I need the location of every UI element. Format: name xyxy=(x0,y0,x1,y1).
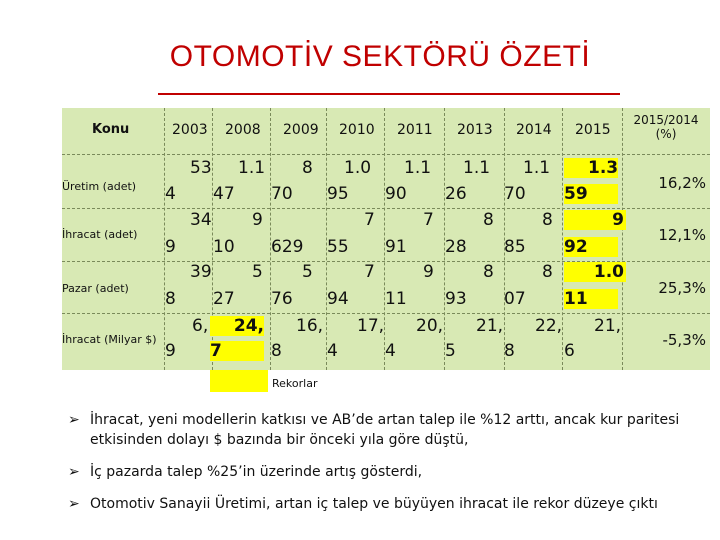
cell-value: 20, xyxy=(416,316,444,336)
bullet-item xyxy=(68,410,708,450)
table-divider xyxy=(62,313,710,314)
cell-value: 1.0 xyxy=(344,158,372,178)
cell-value: 34 xyxy=(190,210,212,230)
cell-value: 22, xyxy=(535,316,563,336)
year-header: 2014 xyxy=(516,122,552,138)
cell-value: 8 xyxy=(271,341,282,361)
cell-value: 1.1 xyxy=(463,158,491,178)
record-cell: 92 xyxy=(564,237,618,257)
ratio-header xyxy=(626,113,706,141)
change-percent: 25,3% xyxy=(658,279,706,297)
cell-value: 55 xyxy=(327,237,349,257)
year-header: 2015 xyxy=(575,122,611,138)
table-divider xyxy=(622,108,623,370)
cell-value: 39 xyxy=(190,262,212,282)
cell-value: 4 xyxy=(165,184,176,204)
cell-value: 76 xyxy=(271,289,293,309)
cell-value: 95 xyxy=(327,184,349,204)
cell-value: 70 xyxy=(271,184,293,204)
cell-value: 4 xyxy=(385,341,396,361)
cell-value: 8 xyxy=(483,210,494,230)
cell-value: 7 xyxy=(423,210,434,230)
bullet-item xyxy=(68,494,708,514)
cell-value: 10 xyxy=(213,237,235,257)
table-divider xyxy=(62,154,710,155)
arrow-bullet-icon: ➢ xyxy=(68,412,80,428)
cell-value: 93 xyxy=(445,289,467,309)
record-cell: 1.0 xyxy=(564,262,626,282)
record-cell: 11 xyxy=(564,289,618,309)
ratio-header-unit: (%) xyxy=(655,127,677,141)
cell-value: 28 xyxy=(445,237,467,257)
table-divider xyxy=(562,108,563,370)
cell-value: 7 xyxy=(364,262,375,282)
record-cell: 9 xyxy=(564,210,626,230)
cell-value: 26 xyxy=(445,184,467,204)
bullet-text: İç pazarda talep %25’in üzerinde artış gösterdi, xyxy=(90,464,423,480)
cell-value: 47 xyxy=(213,184,235,204)
cell-value: 9 xyxy=(252,210,263,230)
cell-value: 91 xyxy=(385,237,407,257)
cell-value: 8 xyxy=(165,289,176,309)
row-label-market: Pazar (adet) xyxy=(62,282,129,295)
cell-value: 90 xyxy=(385,184,407,204)
year-header: 2011 xyxy=(397,122,433,138)
bullet-text: İhracat, yeni modellerin katkısı ve AB’de artan talep ile %12 arttı, ancak kur paritesi etkisinden dolayı $ bazında bir önceki yıla göre düştü, xyxy=(90,412,680,448)
bullet-text: Otomotiv Sanayii Üretimi, artan iç talep ve büyüyen ihracat ile rekor düzeye çıktı xyxy=(90,496,658,512)
change-percent: 12,1% xyxy=(658,226,706,244)
cell-value: 5 xyxy=(445,341,456,361)
cell-value: 9 xyxy=(423,262,434,282)
cell-value: 5 xyxy=(252,262,263,282)
cell-value: 85 xyxy=(504,237,526,257)
ratio-header-year: 2015/2014 xyxy=(633,113,699,127)
title-underline xyxy=(158,93,620,95)
cell-value: 7 xyxy=(364,210,375,230)
cell-value: 27 xyxy=(213,289,235,309)
change-percent: -5,3% xyxy=(662,331,706,349)
record-cell: 7 xyxy=(210,341,264,361)
cell-value: 8 xyxy=(302,158,313,178)
cell-value: 4 xyxy=(327,341,338,361)
record-legend-swatch xyxy=(210,370,268,392)
record-cell: 59 xyxy=(564,184,618,204)
cell-value: 16, xyxy=(296,316,324,336)
cell-value: 8 xyxy=(542,262,553,282)
row-label-export-value: İhracat (Milyar $) xyxy=(62,333,157,346)
arrow-bullet-icon: ➢ xyxy=(68,496,80,512)
cell-value: 6, xyxy=(192,316,209,336)
row-label-export-units: İhracat (adet) xyxy=(62,228,138,241)
cell-value: 17, xyxy=(357,316,385,336)
bullet-list xyxy=(68,410,708,526)
konu-header: Konu xyxy=(92,122,130,137)
cell-value: 8 xyxy=(483,262,494,282)
cell-value: 8 xyxy=(504,341,515,361)
cell-value: 9 xyxy=(165,237,176,257)
table-divider xyxy=(62,208,710,209)
cell-value: 1.1 xyxy=(523,158,551,178)
year-header: 2013 xyxy=(457,122,493,138)
change-percent: 16,2% xyxy=(658,174,706,192)
cell-value: 1.1 xyxy=(238,158,266,178)
cell-value: 21, xyxy=(594,316,622,336)
cell-value: 11 xyxy=(385,289,407,309)
cell-value: 21, xyxy=(476,316,504,336)
bullet-item xyxy=(68,462,708,482)
year-header: 2009 xyxy=(283,122,319,138)
year-header: 2003 xyxy=(172,122,208,138)
year-header: 2008 xyxy=(225,122,261,138)
record-legend-label: Rekorlar xyxy=(272,377,318,390)
record-cell: 24, xyxy=(210,316,264,336)
cell-value: 1.1 xyxy=(404,158,432,178)
cell-value: 53 xyxy=(190,158,212,178)
cell-value: 6 xyxy=(564,341,575,361)
row-label-production: Üretim (adet) xyxy=(62,180,137,193)
cell-value: 629 xyxy=(271,237,304,257)
year-header: 2010 xyxy=(339,122,375,138)
arrow-bullet-icon: ➢ xyxy=(68,464,80,480)
record-cell: 1.3 xyxy=(564,158,618,178)
cell-value: 8 xyxy=(542,210,553,230)
cell-value: 9 xyxy=(165,341,176,361)
cell-value: 07 xyxy=(504,289,526,309)
page-title: OTOMOTİV SEKTÖRÜ ÖZETİ xyxy=(169,40,591,73)
cell-value: 70 xyxy=(504,184,526,204)
cell-value: 5 xyxy=(302,262,313,282)
cell-value: 94 xyxy=(327,289,349,309)
